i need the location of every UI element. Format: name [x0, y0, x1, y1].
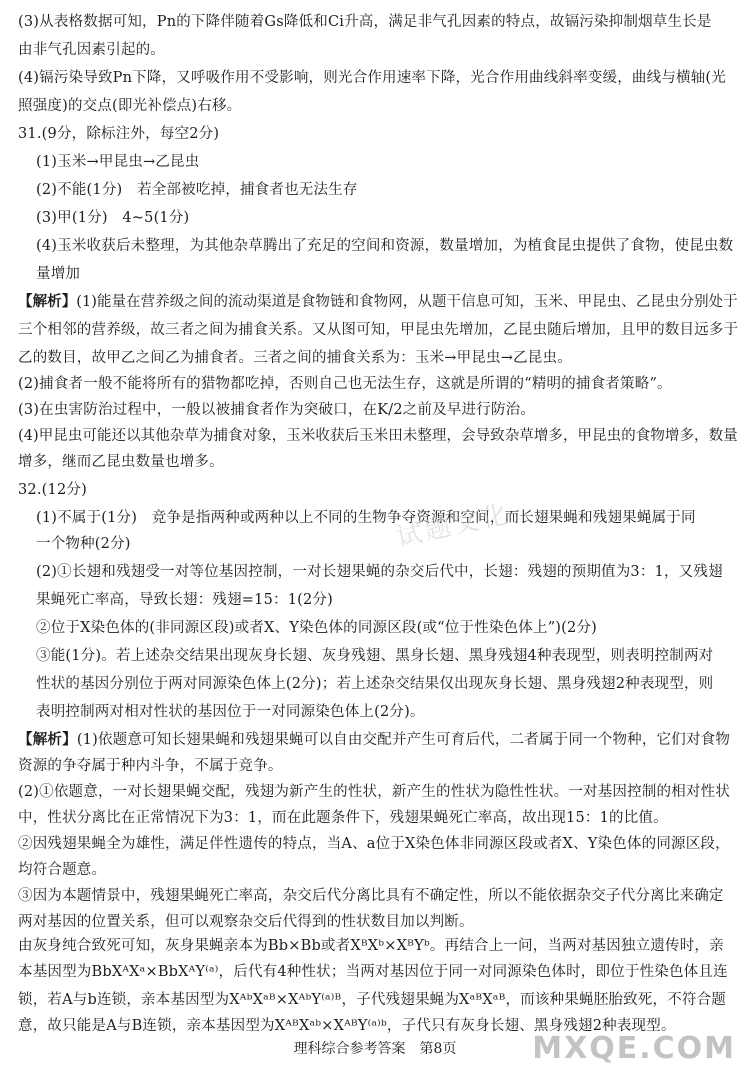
- text-line: 本基因型为BbXᴬXᵃ×BbXᴬY⁽ᵃ⁾，后代有4种性状；当两对基因位于同一对同源染色体时，即位于性染色体且连: [18, 964, 728, 980]
- text-line: ②因残翅果蝇全为雄性，满足伴性遗传的特点，当A、a位于X染色体非同源区段或者X、Y染色体的同源区段，: [18, 836, 730, 852]
- text-line: 31.(9分，除标注外，每空2分): [18, 126, 220, 142]
- text-line: 中，性状分离比在正常情况下为3：1，而在此题条件下，残翅果蝇死亡率高，故出现15：1的比值。: [18, 810, 668, 826]
- text-line: (2)①依题意，一对长翅果蝇交配，残翅为新产生的性状，新产生的性状为隐性性状。一对基因控制的相对性状: [18, 784, 731, 800]
- text-line: 乙的数目，故甲乙之间乙为捕食者。三者之间的捕食关系为：玉米→甲昆虫→乙昆虫。: [18, 350, 572, 366]
- text-line: 锁，若A与b连锁，亲本基因型为XᴬᵇXᵃᴮ×XᴬᵇY⁽ᵃ⁾ᴮ，子代残翅果蝇为XᵃᴮXᵃᴮ，而该种果蝇胚胎致死，不符合题: [18, 992, 727, 1008]
- text-line: (2)①长翅和残翅受一对等位基因控制，一对长翅果蝇的杂交后代中，长翅：残翅的预期值为3：1，又残翅: [36, 564, 723, 580]
- text-line: 由非气孔因素引起的。: [18, 42, 165, 58]
- site-watermark: MXQE.COM: [532, 1031, 736, 1066]
- text-line: 性状的基因分别位于两对同源染色体上(2分)；若上述杂交结果仅出现灰身长翅、黑身残翅2种表现型，则: [36, 676, 714, 692]
- text-line: (1)不属于(1分) 竞争是指两种或两种以上不同的生物争夺资源和空间，而长翅果蝇和残翅果蝇属于同: [36, 510, 696, 526]
- text-line: 【解析】(1)依题意可知长翅果蝇和残翅果蝇可以自由交配并产生可育后代，二者属于同一个物种，它们对食物: [18, 731, 731, 748]
- text-line: 三个相邻的营养级，故三者之间为捕食关系。又从图可知，甲昆虫先增加，乙昆虫随后增加，且甲的数目远多于: [18, 322, 739, 338]
- text-line: ②位于X染色体的(非同源区段)或者X、Y染色体的同源区段(或“位于性染色体上”)(2分): [36, 620, 598, 636]
- text-line: 均符合题意。: [18, 862, 107, 878]
- text-line: 意，故只能是A与B连锁，亲本基因型为XᴬᴮXᵃᵇ×XᴬᴮY⁽ᵃ⁾ᵇ，子代只有灰身长翅、黑身残翅2种表现型。: [18, 1018, 676, 1034]
- text-line: (3)在虫害防治过程中，一般以被捕食者作为突破口，在K/2之前及早进行防治。: [18, 402, 536, 418]
- text-line: (4)玉米收获后未整理，为其他杂草腾出了充足的空间和资源，数量增加，为植食昆虫提供了食物，使昆虫数: [36, 238, 734, 254]
- text-line: ③能(1分)。若上述杂交结果出现灰身长翅、灰身残翅、黑身长翅、黑身残翅4种表现型，则表明控制两对: [36, 648, 714, 664]
- analysis-tag: 【解析】: [18, 731, 77, 748]
- text-line: 32.(12分): [18, 482, 87, 498]
- text-line: 量增加: [36, 266, 81, 282]
- text-line: 果蝇死亡率高，导致长翅：残翅=15：1(2分): [36, 592, 333, 608]
- text-line: 照强度)的交点(即光补偿点)右移。: [18, 98, 242, 114]
- page-footer: 理科综合参考答案 第8页: [293, 1041, 457, 1057]
- text-line: 由灰身纯合致死可知，灰身果蝇亲本为Bb×Bb或者XᴮXᵇ×XᴮYᵇ。再结合上一问，当两对基因独立遗传时，亲: [18, 938, 724, 954]
- text-line: (3)甲(1分) 4~5(1分): [36, 210, 190, 226]
- text-line: 【解析】(1)能量在营养级之间的流动渠道是食物链和食物网，从题干信息可知，玉米、甲昆虫、乙昆虫分别处于: [18, 293, 738, 310]
- text-line: 资源的争夺属于种内斗争，不属于竞争。: [18, 758, 283, 774]
- text-line: (2)捕食者一般不能将所有的猎物都吃掉，否则自己也无法生存，这就是所谓的“精明的捕食者策略”。: [18, 376, 672, 392]
- text-line: 增多，继而乙昆虫数量也增多。: [18, 454, 224, 470]
- text-line: (4)甲昆虫可能还以其他杂草为捕食对象，玉米收获后玉米田未整理，会导致杂草增多，甲昆虫的食物增多，数量: [18, 428, 738, 444]
- text-line: 表明控制两对相对性状的基因位于一对同源染色体上(2分)。: [36, 704, 425, 720]
- text-line: 两对基因的位置关系，但可以观察杂交后代得到的性状数目加以判断。: [18, 914, 474, 930]
- text-line: (3)从表格数据可知，Pn的下降伴随着Gs降低和Ci升高，满足非气孔因素的特点，故镉污染抑制烟草生长是: [18, 14, 712, 30]
- text-line: 一个物种(2分): [36, 536, 131, 552]
- center-watermark: 试题文化: [393, 499, 514, 553]
- text-line: (4)镉污染导致Pn下降，又呼吸作用不受影响，则光合作用速率下降，光合作用曲线斜率变缓，曲线与横轴(光: [18, 70, 726, 86]
- text-line: (2)不能(1分) 若全部被吃掉，捕食者也无法生存: [36, 182, 358, 198]
- text-line: ③因为本题情景中，残翅果蝇死亡率高，杂交后代分离比具有不确定性，所以不能依据杂交子代分离比来确定: [18, 888, 724, 904]
- analysis-tag: 【解析】: [18, 293, 77, 310]
- text-line: (1)玉米→甲昆虫→乙昆虫: [36, 154, 200, 170]
